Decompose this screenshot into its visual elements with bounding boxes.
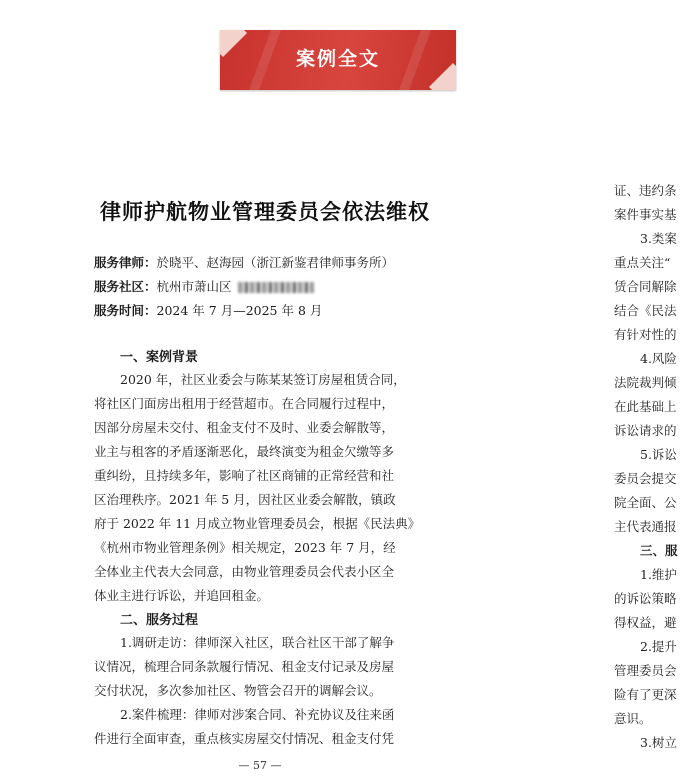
page-number: — 57 — — [238, 759, 282, 772]
right-line: 管理委员会 — [614, 663, 677, 678]
right-line: 险有了更深 — [614, 687, 677, 702]
section-banner — [220, 30, 456, 90]
meta-lawyers — [94, 253, 394, 271]
right-line: 有针对性的 — [614, 327, 677, 342]
meta-label: 服务社区： — [94, 279, 157, 294]
meta-label: 服务时间： — [94, 303, 157, 318]
body-line: 2020 年，社区业委会与陈某某签订房屋租赁合同， — [120, 372, 406, 387]
right-line: 案件事实基 — [614, 207, 677, 222]
right-line: 重点关注“ — [614, 255, 671, 270]
meta-value: 於晓平、赵海园（浙江新鉴君律师事务所） — [156, 255, 395, 270]
right-line: 得权益，避 — [614, 615, 677, 630]
right-line: 委员会提交 — [614, 471, 677, 486]
body-line: 《杭州市物业管理条例》相关规定，2023 年 7 月，经 — [94, 540, 396, 555]
body-line: 将社区门面房出租用于经营超市。在合同履行过程中， — [94, 396, 395, 411]
redacted-text — [238, 282, 314, 293]
right-line: 主代表通报 — [614, 519, 677, 534]
article-title: 律师护航物业管理委员会依法维权 — [100, 199, 430, 224]
right-column-cropped — [614, 0, 689, 783]
body-line: 2.案件梳理：律师对涉案合同、补充协议及往来函 — [120, 707, 395, 722]
meta-period — [94, 301, 322, 319]
body-line: 交付状况，多次参加社区、物管会召开的调解会议。 — [94, 683, 382, 698]
body-line: 重纠纷，且持续多年，影响了社区商铺的正常经营和社 — [94, 468, 395, 483]
right-line: 赁合同解除 — [614, 279, 677, 294]
section-heading-process: 二、服务过程 — [120, 613, 199, 628]
right-line: 4.风险 — [640, 351, 677, 366]
body-line: 因部分房屋未交付、租金支付不及时、业委会解散等， — [94, 420, 395, 435]
body-line: 全体业主代表大会同意，由物业管理委员会代表小区全 — [94, 564, 395, 579]
body-line: 件进行全面审查，重点核实房屋交付情况、租金支付凭 — [94, 731, 395, 746]
right-line: 在此基础上 — [614, 399, 677, 414]
right-line: 结合《民法 — [614, 303, 677, 318]
body-line: 体业主进行诉讼，并追回租金。 — [94, 588, 270, 603]
right-line: 3.类案 — [640, 231, 677, 246]
right-line: 意识。 — [614, 711, 652, 726]
meta-label: 服务律师： — [94, 255, 157, 270]
right-line: 的诉讼策略 — [614, 591, 677, 606]
body-line: 府于 2022 年 11 月成立物业管理委员会，根据《民法典》 — [94, 516, 421, 531]
section-heading-background: 一、案例背景 — [120, 350, 199, 365]
meta-value: 2024 年 7 月—2025 年 8 月 — [156, 303, 323, 318]
right-line: 院全面、公 — [614, 495, 677, 510]
body-line: 业主与租客的矛盾逐渐恶化，最终演变为租金欠缴等多 — [94, 444, 395, 459]
right-line: 1.维护 — [640, 567, 677, 582]
right-line: 5.诉讼 — [640, 447, 677, 462]
right-line: 3.树立 — [640, 735, 677, 750]
body-line: 1.调研走访：律师深入社区，联合社区干部了解争 — [120, 635, 395, 650]
banner-title: 案例全文 — [295, 48, 380, 70]
body-line: 议情况，梳理合同条款履行情况、租金支付记录及房屋 — [94, 659, 395, 674]
meta-value: 杭州市萧山区 — [156, 279, 232, 294]
right-line: 三、服 — [640, 543, 678, 558]
meta-community — [94, 277, 314, 295]
right-line: 法院裁判倾 — [614, 375, 677, 390]
right-line: 2.提升 — [640, 639, 677, 654]
body-line: 区治理秩序。2021 年 5 月，因社区业委会解散，镇政 — [94, 492, 396, 507]
right-line: 证、违约条 — [614, 183, 677, 198]
right-line: 诉讼请求的 — [614, 423, 677, 438]
